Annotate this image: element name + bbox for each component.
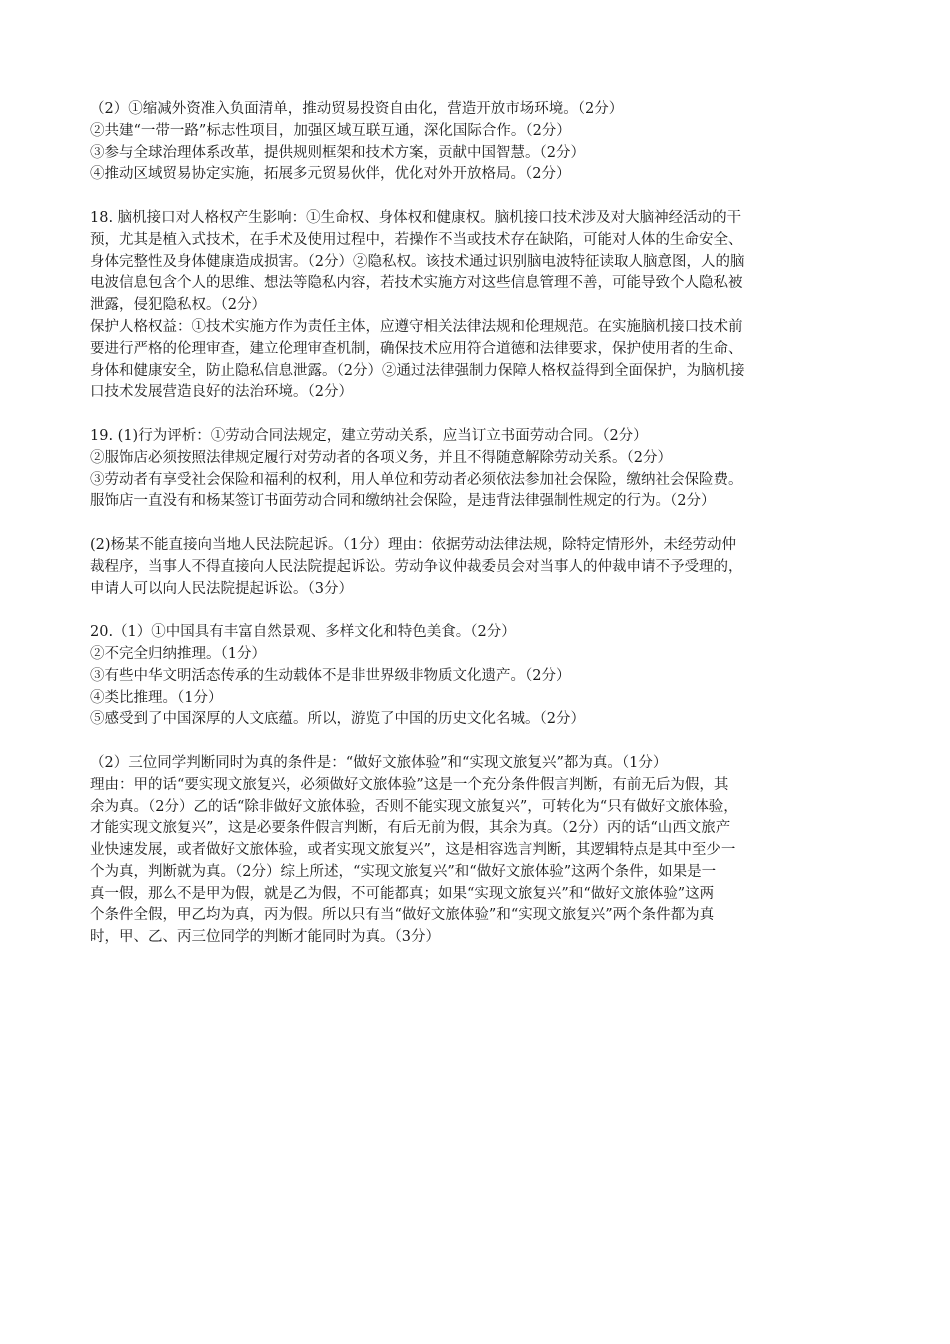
text-line: 20.（1）①中国具有丰富自然景观、多样文化和特色美食。（2分） <box>90 624 516 641</box>
text-line: (2)杨某不能直接向当地人民法院起诉。（1分）理由：依据劳动法律法规，除特定情形外，未经劳动仲 <box>90 536 737 553</box>
text-line: ②不完全归纳推理。（1分） <box>90 645 266 662</box>
text-line: 身体和健康安全，防止隐私信息泄露。（2分）②通过法律强制力保障人格权益得到全面保护，为脑机接 <box>90 362 745 379</box>
text-line: 服饰店一直没有和杨某签订书面劳动合同和缴纳社会保险，是违背法律强制性规定的行为。（2分） <box>90 493 716 510</box>
answer-20-part-1 <box>90 622 865 731</box>
text-line: 口技术发展营造良好的法治环境。（2分） <box>90 384 353 401</box>
text-line: 个条件全假，甲乙均为真，丙为假。所以只有当“做好文旅体验”和“实现文旅复兴”两个条件都为真 <box>90 907 715 924</box>
text-line: 18. 脑机接口对人格权产生影响：①生命权、身体权和健康权。脑机接口技术涉及对大脑神经活动的干 <box>90 209 742 226</box>
text-line: 泄露，侵犯隐私权。（2分） <box>90 297 266 314</box>
answer-20-part-2 <box>90 753 865 949</box>
text-line: 裁程序，当事人不得直接向人民法院提起诉讼。劳动争议仲裁委员会对当事人的仲裁申请不予受理的， <box>90 558 743 575</box>
text-line: 时，甲、乙、丙三位同学的判断才能同时为真。（3分） <box>90 929 440 946</box>
text-line: ③有些中华文明活态传承的生动载体不是非世界级非物质文化遗产。（2分） <box>90 667 571 684</box>
text-line: ④推动区域贸易协定实施，拓展多元贸易伙伴，优化对外开放格局。（2分） <box>90 166 571 183</box>
paragraph-gap <box>90 186 865 208</box>
answer-17-part-2 <box>90 99 865 186</box>
text-line: （2）①缩减外资准入负面清单，推动贸易投资自由化，营造开放市场环境。（2分） <box>90 101 624 117</box>
paragraph-gap <box>90 513 865 535</box>
text-line: ②共建“一带一路”标志性项目，加强区域互联互通，深化国际合作。（2分） <box>90 122 571 139</box>
text-line: 预，尤其是植入式技术，在手术及使用过程中，若操作不当或技术存在缺陷，可能对人体的生命安全、 <box>90 231 743 248</box>
text-line: 个为真，判断就为真。（2分）综上所述，“实现文旅复兴”和“做好文旅体验”这两个条件，如果是一 <box>90 863 717 880</box>
text-line: ③参与全球治理体系改革，提供规则框架和技术方案，贡献中国智慧。（2分） <box>90 144 585 161</box>
text-line: 保护人格权益：①技术实施方作为责任主体，应遵守相关法律法规和伦理规范。在实施脑机接口技术前 <box>90 318 743 335</box>
text-line: 申请人可以向人民法院提起诉讼。（3分） <box>90 580 353 597</box>
paragraph-gap <box>90 404 865 426</box>
answer-text-body <box>90 99 865 949</box>
answer-19-part-2 <box>90 535 865 600</box>
text-line: 才能实现文旅复兴”，这是必要条件假言判断，有后无前为假，其余为真。（2分）丙的话“山西文旅产 <box>90 820 731 837</box>
text-line: 真一假，那么不是甲为假，就是乙为假，不可能都真；如果“实现文旅复兴”和“做好文旅体验”这两 <box>90 885 715 902</box>
text-line: 要进行严格的伦理审查，建立伦理审查机制，确保技术应用符合道德和法律要求，保护使用者的生命、 <box>90 340 743 357</box>
text-line: ②服饰店必须按照法律规定履行对劳动者的各项义务，并且不得随意解除劳动关系。（2分） <box>90 449 672 466</box>
text-line: 电波信息包含个人的思维、想法等隐私内容，若技术实施方对这些信息管理不善，可能导致个人隐私被 <box>90 275 743 292</box>
answer-19-part-1 <box>90 426 865 513</box>
text-line: 业快速发展，或者做好文旅体验，或者实现文旅复兴”，这是相容选言判断，其逻辑特点是其中至少一 <box>90 842 736 859</box>
paragraph-gap <box>90 600 865 622</box>
text-line: 19. (1)行为评析：①劳动合同法规定，建立劳动关系，应当订立书面劳动合同。（2分） <box>90 427 648 444</box>
answer-18 <box>90 208 865 404</box>
text-line: ⑤感受到了中国深厚的人文底蕴。所以，游览了中国的历史文化名城。（2分） <box>90 711 585 728</box>
text-line: 身体完整性及身体健康造成损害。（2分）②隐私权。该技术通过识别脑电波特征读取人脑意图，人的脑 <box>90 253 745 270</box>
text-line: （2）三位同学判断同时为真的条件是：“做好文旅体验”和“实现文旅复兴”都为真。（1分） <box>90 754 668 771</box>
text-line: ④类比推理。（1分） <box>90 689 223 706</box>
text-line: ③劳动者有享受社会保险和福利的权利，用人单位和劳动者必须依法参加社会保险，缴纳社会保险费。 <box>90 471 743 488</box>
paragraph-gap <box>90 731 865 753</box>
text-line: 余为真。（2分）乙的话“除非做好文旅体验，否则不能实现文旅复兴”，可转化为“只有做好文旅体验， <box>90 798 738 815</box>
text-line: 理由：甲的话“要实现文旅复兴，必须做好文旅体验”这是一个充分条件假言判断，有前无后为假，其 <box>90 776 729 793</box>
